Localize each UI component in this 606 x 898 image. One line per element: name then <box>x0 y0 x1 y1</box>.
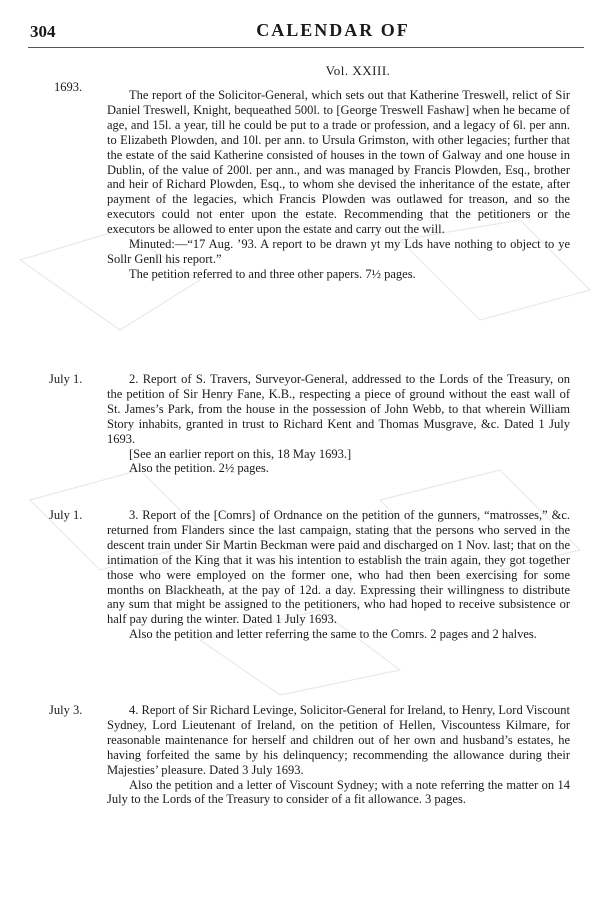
running-title: CALENDAR OF <box>256 20 410 40</box>
entry-3-enclosures: Also the petition and letter referring the same to the Comrs. 2 pages and 2 halves. <box>129 627 537 642</box>
page-number: 304 <box>30 22 56 41</box>
entry-1 <box>107 88 570 282</box>
volume-heading: Vol. XXIII. <box>325 63 391 78</box>
entry-3-date: July 1. <box>49 508 83 522</box>
entry-4-date: July 3. <box>49 703 83 717</box>
entry-1-minute: Minuted:—“17 Aug. ’93. A report to be drawn yt my Lds have nothing to object to ye Sollr Genll his report.” <box>107 237 570 266</box>
entry-2-enclosures: Also the petition. 2½ pages. <box>129 461 269 476</box>
entry-2-note: [See an earlier report on this, 18 May 1693.] <box>129 446 352 461</box>
entry-3-body: 3. Report of the [Comrs] of Ordnance on the petition of the gunners, “matrosses,” &c. returned from Flanders since the last campaign, stating that the persons who served in the descent train under Sir Martin Beckman were paid and discharged on 1 Nov. last; that on the intimation of the King that it was his intention to establish the train again, they got together those who were employed on the former one, who had then been exercising for some months on Blackheath, at the pay of 12d. a day. Expressing their willingness to distribute any sum that might be assigned to the petitioners, who had hoped to receive subsistence or half pay during the winter. Dated 1 July 1693. <box>107 508 570 627</box>
entry-4-body: 4. Report of Sir Richard Levinge, Solicitor-General for Ireland, to Henry, Lord Viscount Sydney, Lord Lieutenant of Ireland, on the petition of Hellen, Viscountess Kilmare, for reasonable maintenance for herself and children out of her own and husband’s estates, he having forfeited the same by his delinquency; recommending the allowance during their Majesties’ pleasure. Dated 3 July 1693. <box>107 703 570 777</box>
entry-2-body: 2. Report of S. Travers, Surveyor-General, addressed to the Lords of the Treasury, on the petition of Sir Henry Fane, K.B., respecting a piece of ground without the east wall of St. James’s Park, from the house in the possession of John Webb, to that wherein William Story inhabits, granted in trust to Richard Kent and Thomas Musgrave, &c. Dated 1 July 1693. <box>107 372 570 446</box>
entry-2-date: July 1. <box>49 372 83 386</box>
entry-4 <box>107 703 570 807</box>
entry-2 <box>107 372 570 476</box>
entry-1-body: The report of the Solicitor-General, which sets out that Katherine Treswell, relict of Sir Daniel Treswell, Knight, bequeathed 500l. to [George Treswell Fashaw] when he became of age, and 15l. a year, till he could be put to a trade or profession, and a legacy of 6l. per ann. to Elizabeth Plowden, and 10l. per ann. to Ursula Grimston, with other legacies; further that the estate of the said Katherine consisted of houses in the town of Galway and one house in Dublin, of the value of 200l. per ann., and was managed by Francis Plowden, Esq., brother and heir of Richard Plowden, Esq., to whom she devised the inheritance of the estate, after payment of the legacies, which Francis Plowden was outlawed for treason, and so the executors could not enter upon the estate. Recommending that the petitioners or the executors be allowed to enter upon the estate and carry out the will. <box>107 88 570 237</box>
year-margin-label: 1693. <box>54 80 83 94</box>
entry-3 <box>107 508 570 642</box>
entry-1-enclosures: The petition referred to and three other papers. 7½ pages. <box>129 266 416 281</box>
header-rule <box>28 47 584 48</box>
entry-4-enclosures: Also the petition and a letter of Viscount Sydney; with a note referring the matter on 14 July to the Lords of the Treasury to consider of a fit allowance. 3 pages. <box>107 777 570 807</box>
